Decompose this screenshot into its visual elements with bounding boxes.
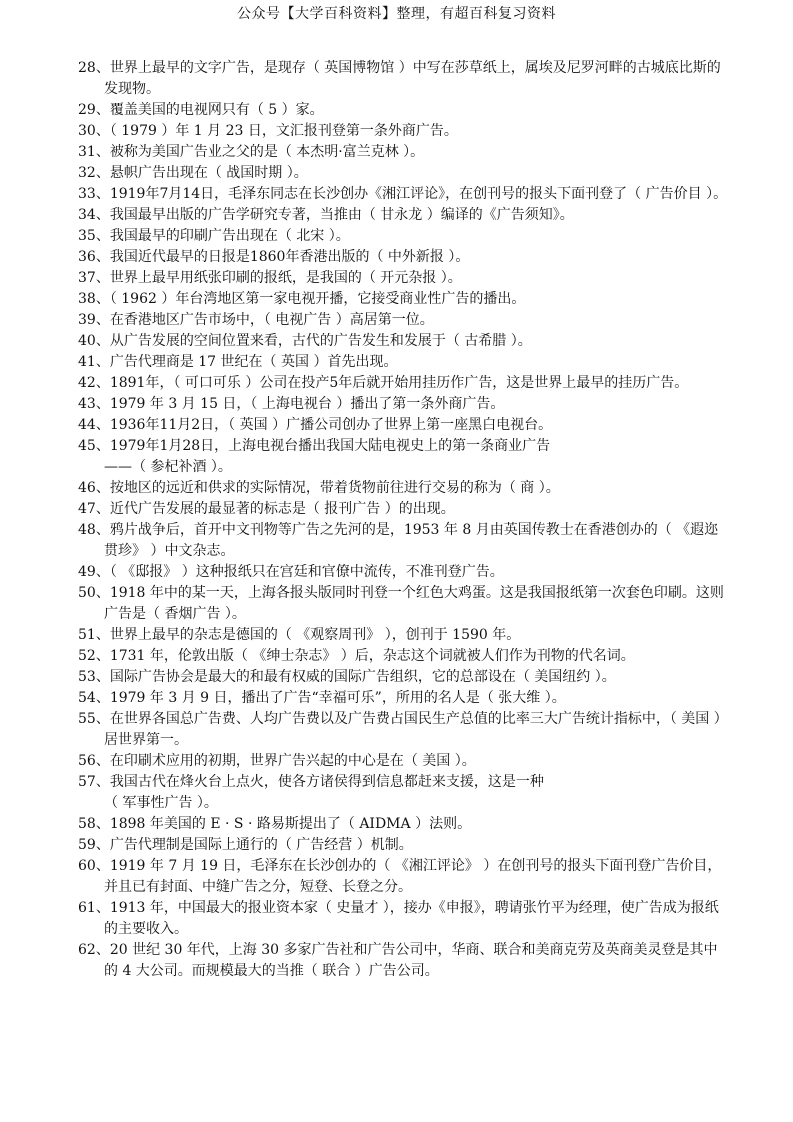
question-item: [78, 688, 728, 709]
question-number: 34、: [78, 207, 110, 223]
question-text: 世界上最早的杂志是德国的（ 《观察周刊》 ），创刊于 1590 年。: [109, 627, 521, 643]
question-item: [78, 751, 728, 772]
question-item: [78, 100, 728, 121]
question-text: 国际广告协会是最大的和最有权威的国际广告组织，它的总部设在（ 美国纽约 ）。: [109, 669, 616, 685]
question-text: 1919 年 7 月 19 日，毛泽东在长沙创办的（ 《湘江评论》 ）在创刊号的报头下面刊登广告价目，并且已有封面、中缝广告之分，短登、长登之分。: [104, 858, 722, 895]
question-text: 近代广告发展的最显著的标志是（ 报刊广告 ）的出现。: [109, 501, 455, 517]
question-item: [78, 415, 728, 436]
question-text: 我国近代最早的日报是1860年香港出版的（ 中外新报 ）。: [109, 249, 470, 265]
question-number: 33、: [78, 186, 110, 202]
question-number: 54、: [78, 690, 110, 706]
question-text: 广告代理制是国际上通行的（ 广告经营 ）机制。: [109, 837, 413, 853]
question-text: 20 世纪 30 年代，上海 30 多家广告社和广告公司中，华商、联合和美商克劳及英商美灵登是其中的 4 大公司。而规模最大的当推（ 联合 ）广告公司。: [104, 942, 718, 979]
question-text: 1913 年，中国最大的报业资本家（ 史量才 ），接办《申报》，聘请张竹平为经理，使广告成为报纸的主要收入。: [104, 900, 719, 937]
question-number: 40、: [78, 333, 110, 349]
question-number: 58、: [78, 816, 110, 832]
question-number: 53、: [78, 669, 110, 685]
question-text: 被称为美国广告业之父的是（ 本杰明·富兰克林 ）。: [109, 144, 425, 160]
question-number: 37、: [78, 270, 110, 286]
question-text: 从广告发展的空间位置来看，古代的广告发生和发展于（ 古希腊 ）。: [109, 333, 532, 349]
question-text: 覆盖美国的电视网只有（ 5 ）家。: [109, 102, 324, 118]
question-text: 广告代理商是 17 世纪在（ 英国 ）首先出现。: [109, 354, 398, 370]
question-number: 51、: [78, 627, 110, 643]
question-text: 1936年11月2日，（ 英国 ）广播公司创办了世界上第一座黑白电视台。: [109, 417, 553, 433]
question-item: [78, 583, 728, 625]
question-list: [78, 58, 728, 982]
question-item: [78, 289, 728, 310]
question-item: [78, 940, 728, 982]
question-text: 1979年1月28日，上海电视台播出我国大陆电视史上的第一条商业广告: [109, 438, 551, 454]
question-number: 61、: [78, 900, 110, 916]
question-number: 30、: [78, 123, 110, 139]
question-number: 41、: [78, 354, 110, 370]
question-text: 1731 年，伦敦出版（ 《绅士杂志》 ）后，杂志这个词就被人们作为刊物的代名词。: [109, 648, 635, 664]
question-text: 我国最早出版的广告学研究专著，当推由（ 甘永龙 ）编译的《广告须知》。: [109, 207, 574, 223]
question-number: 47、: [78, 501, 110, 517]
question-number: 43、: [78, 396, 110, 412]
question-text: （ 《邸报》 ）这种报纸只在宫廷和官僚中流传，不准刊登广告。: [109, 564, 504, 580]
question-item: [78, 436, 728, 478]
question-item: [78, 121, 728, 142]
question-number: 48、: [78, 522, 110, 538]
question-text: （ 1979 ）年 1 月 23 日，文汇报刊登第一条外商广告。: [109, 123, 458, 139]
question-number: 36、: [78, 249, 110, 265]
question-text: 1918 年中的某一天，上海各报头版同时刊登一个红色大鸡蛋。这是我国报纸第一次套色印刷。这则广告是（ 香烟广告 ）。: [104, 585, 724, 622]
question-number: 45、: [78, 438, 110, 454]
question-item: [78, 772, 728, 814]
question-item: [78, 499, 728, 520]
question-item: [78, 898, 728, 940]
question-item: [78, 709, 728, 751]
question-text: （ 1962 ）年台湾地区第一家电视开播，它接受商业性广告的播出。: [109, 291, 526, 307]
question-number: 50、: [78, 585, 110, 601]
question-text: 1891年，（ 可口可乐 ）公司在投产5年后就开始用挂历作广告，这是世界上最早的挂历广告。: [109, 375, 689, 391]
question-item: [78, 814, 728, 835]
question-item: [78, 562, 728, 583]
question-number: 32、: [78, 165, 110, 181]
question-item: [78, 163, 728, 184]
question-continuation: ——（ 参杞补酒 ）。: [104, 459, 232, 475]
question-number: 29、: [78, 102, 110, 118]
question-number: 28、: [78, 60, 110, 76]
question-number: 60、: [78, 858, 110, 874]
question-item: [78, 646, 728, 667]
question-item: [78, 226, 728, 247]
question-item: [78, 394, 728, 415]
question-text: 1898 年美国的 E · S · 路易斯提出了（ AIDMA ）法则。: [109, 816, 472, 832]
question-item: [78, 478, 728, 499]
question-item: [78, 373, 728, 394]
question-text: 悬帜广告出现在（ 战国时期 ）。: [109, 165, 308, 181]
question-item: [78, 58, 728, 100]
question-number: 59、: [78, 837, 110, 853]
question-number: 44、: [78, 417, 110, 433]
question-text: 我国最早的印刷广告出现在（ 北宋 ）。: [109, 228, 350, 244]
question-text: 1919年7月14日，毛泽东同志在长沙创办《湘江评论》，在创刊号的报头下面刊登了（ 广告价目 ）。: [109, 186, 728, 202]
question-item: [78, 520, 728, 562]
question-text: 1979 年 3 月 15 日，（ 上海电视台 ）播出了第一条外商广告。: [109, 396, 505, 412]
question-item: [78, 268, 728, 289]
question-number: 46、: [78, 480, 110, 496]
question-number: 52、: [78, 648, 110, 664]
page-header: 公众号【大学百科资料】整理，有超百科复习资料: [237, 6, 556, 22]
question-number: 38、: [78, 291, 110, 307]
question-number: 49、: [78, 564, 110, 580]
question-number: 31、: [78, 144, 110, 160]
question-continuation: （ 军事性广告 ）。: [104, 795, 218, 811]
question-number: 56、: [78, 753, 110, 769]
question-item: [78, 184, 728, 205]
question-item: [78, 625, 728, 646]
question-text: 在世界各国总广告费、人均广告费以及广告费占国民生产总值的比率三大广告统计指标中，（ 美国 ）居世界第一。: [104, 711, 728, 748]
question-text: 1979 年 3 月 9 日，播出了广告“幸福可乐”，所用的名人是（ 张大维 ）。: [109, 690, 566, 706]
question-item: [78, 310, 728, 331]
question-item: [78, 856, 728, 898]
question-number: 62、: [78, 942, 110, 958]
question-text: 世界上最早的文字广告，是现存（ 英国博物馆 ）中写在莎草纸上，属埃及尼罗河畔的古城底比斯的发现物。: [104, 60, 721, 97]
question-item: [78, 352, 728, 373]
question-text: 按地区的远近和供求的实际情况，带着货物前往进行交易的称为（ 商 ）。: [109, 480, 560, 496]
question-item: [78, 247, 728, 268]
question-item: [78, 331, 728, 352]
question-text: 我国古代在烽火台上点火，使各方诸侯得到信息都赶来支援，这是一种: [109, 774, 544, 790]
question-item: [78, 835, 728, 856]
question-number: 39、: [78, 312, 110, 328]
question-item: [78, 205, 728, 226]
question-number: 55、: [78, 711, 110, 727]
question-text: 在香港地区广告市场中，（ 电视广告 ）高居第一位。: [109, 312, 434, 328]
question-item: [78, 667, 728, 688]
question-number: 57、: [78, 774, 110, 790]
question-item: [78, 142, 728, 163]
question-text: 鸦片战争后，首开中文刊物等广告之先河的是，1953 年 8 月由英国传教士在香港创办的（ 《遐迩贯珍》 ）中文杂志。: [104, 522, 719, 559]
question-number: 42、: [78, 375, 110, 391]
question-text: 世界上最早用纸张印刷的报纸，是我国的（ 开元杂报 ）。: [109, 270, 462, 286]
question-number: 35、: [78, 228, 110, 244]
question-text: 在印刷术应用的初期，世界广告兴起的中心是在（ 美国 ）。: [109, 753, 476, 769]
